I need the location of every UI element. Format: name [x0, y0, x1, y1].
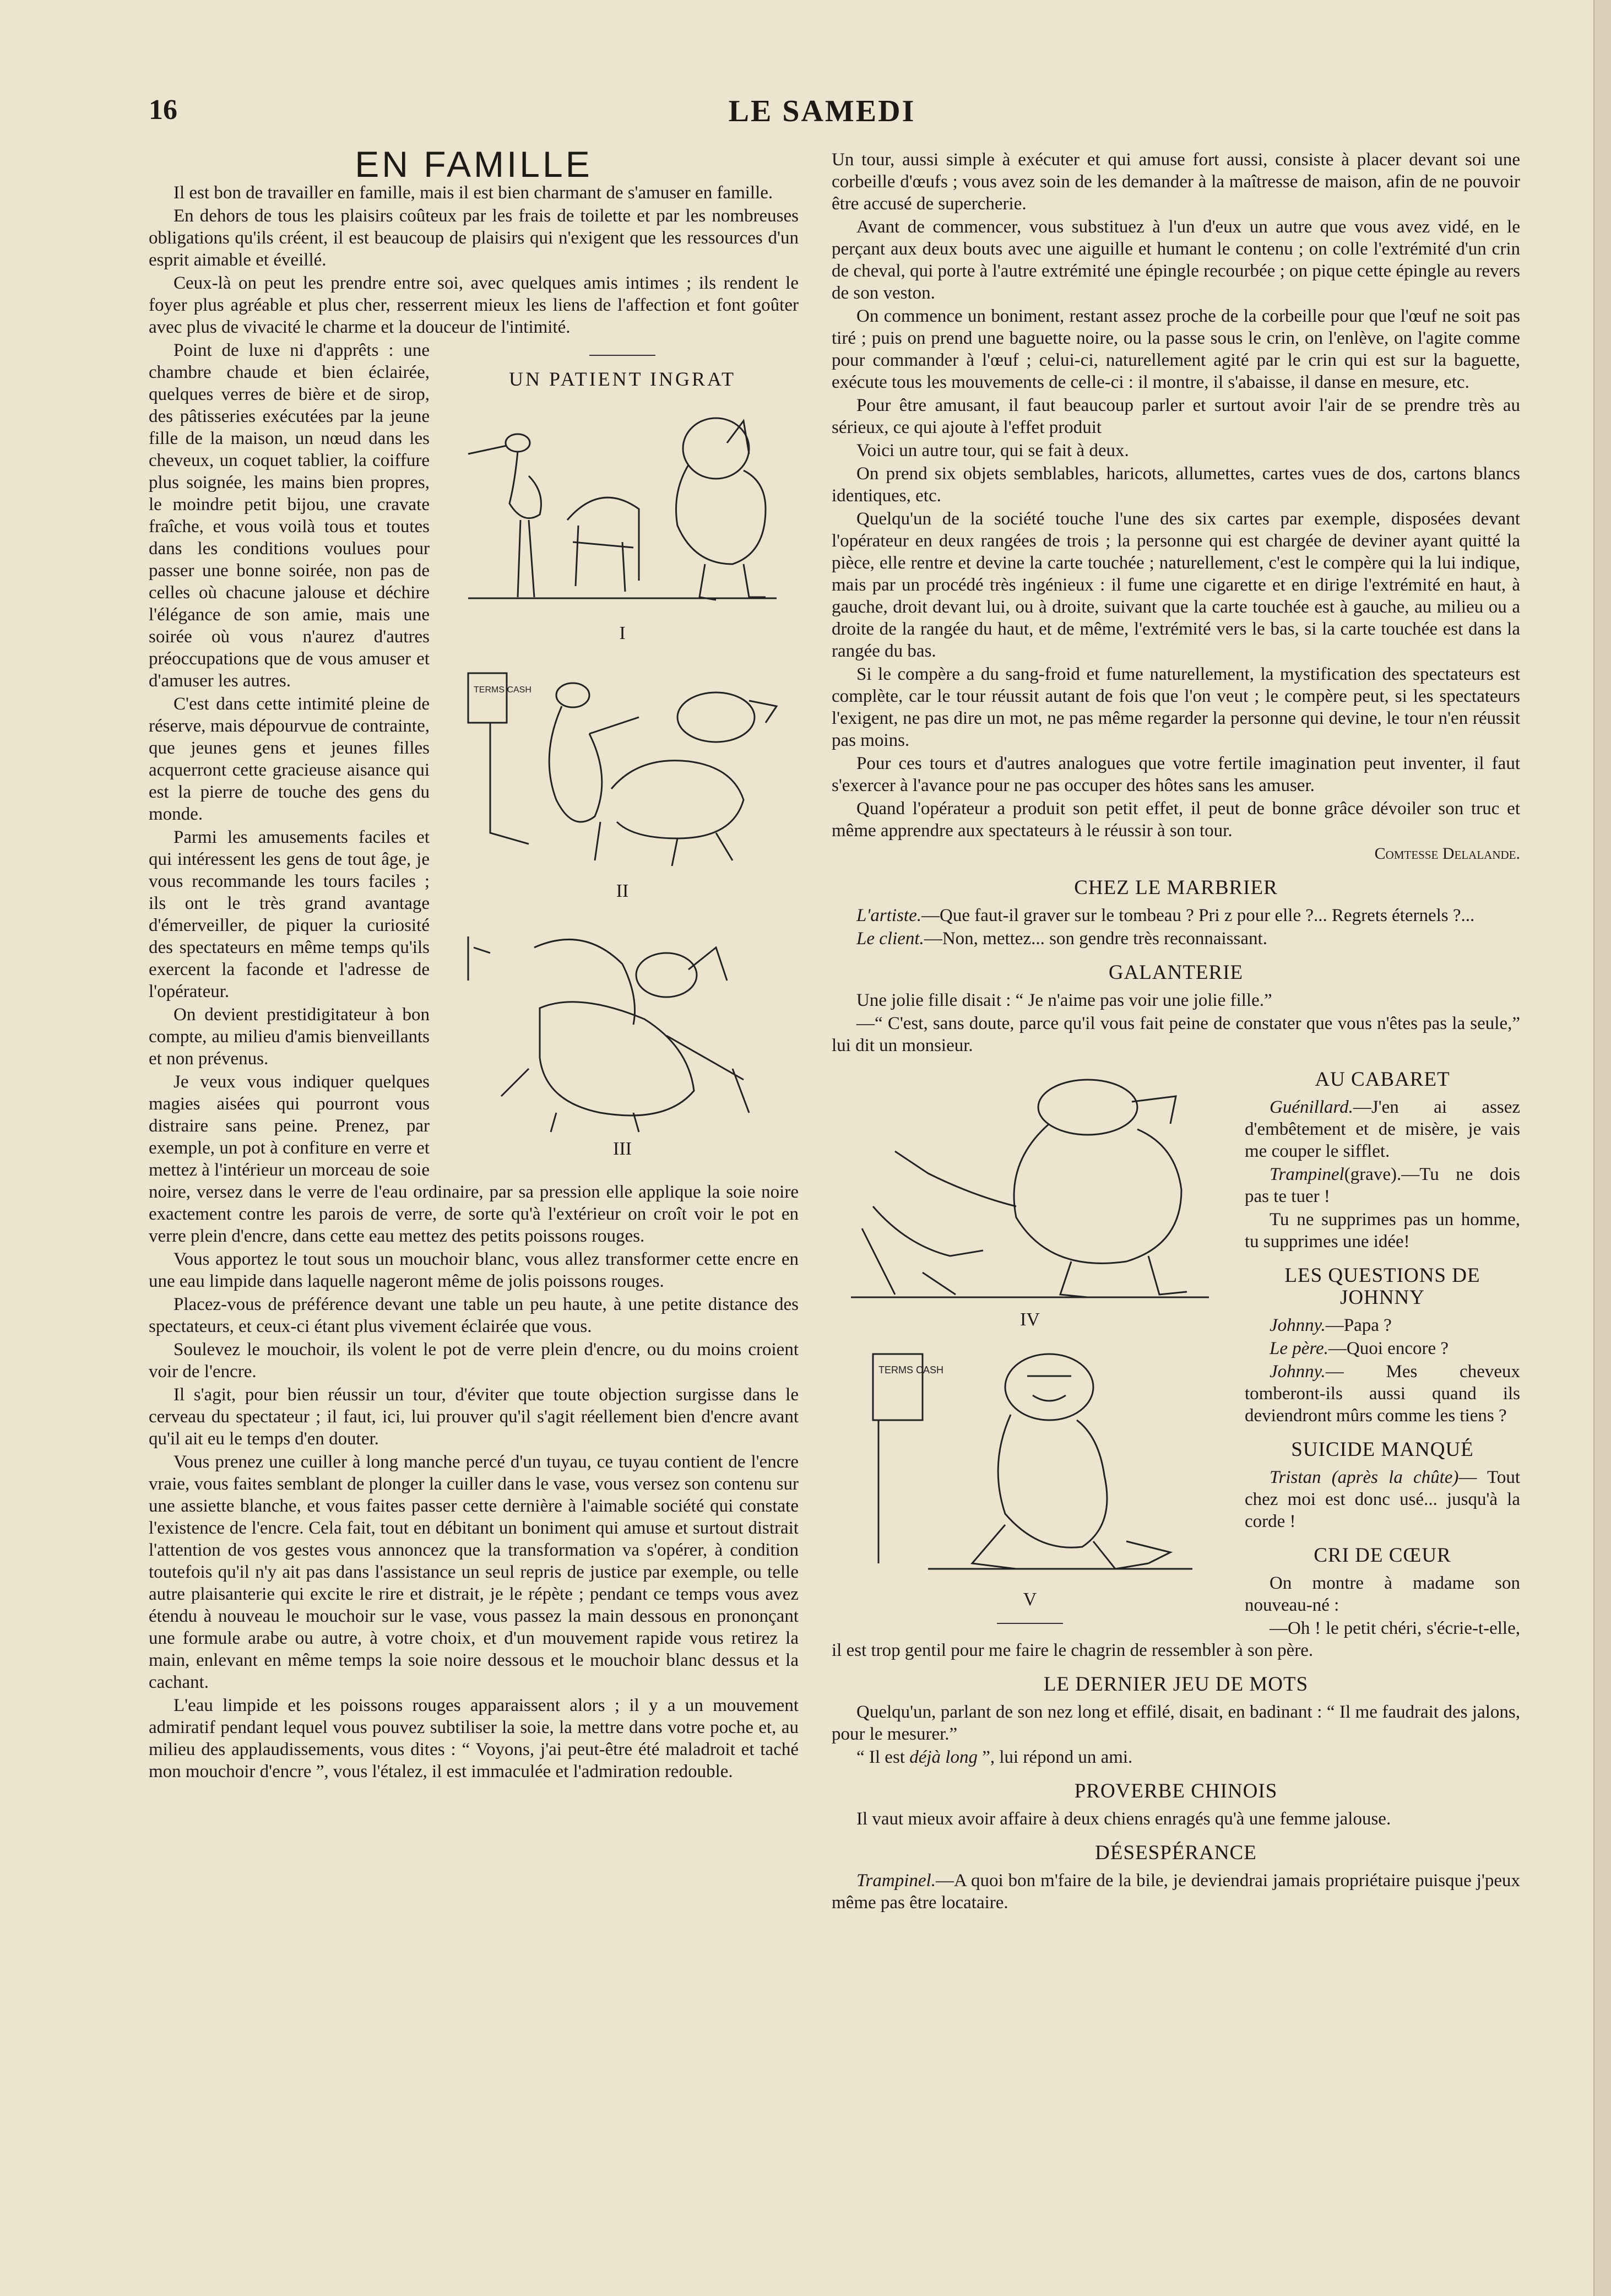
right-column [832, 149, 1520, 1915]
page-edge [1593, 0, 1611, 2296]
anecdote-line: Tu ne supprimes pas un homme, tu supprimes une idée! [1245, 1210, 1520, 1252]
anecdote-line: Quelqu'un, parlant de son nez long et effilé, disait, en badinant : “ Il me faudrait des jalons, pour le mesurer.” [832, 1702, 1520, 1744]
paragraph: On commence un boniment, restant assez proche de la corbeille pour que l'œuf ne soit pas tiré ; puis on prend une baguette noire, ou la passe sous le crin, on l'enlève, on l'agite comme pour commander à l'œuf ; celui-ci, naturellement agité par le crin qui est sur la baguette, exécute tous les mouvements de celle-ci : il montre, il s'abaisse, il danse en mesure, etc. [832, 306, 1520, 392]
terms-cash-sign-2: TERMS CASH [878, 1364, 944, 1376]
left-column [149, 144, 799, 1784]
anecdote-line [832, 928, 1520, 950]
anecdote-line [832, 1746, 1520, 1768]
anecdote-line [832, 905, 1520, 927]
speaker: Johnny. [1270, 1315, 1326, 1335]
dialogue: —Papa ? [1325, 1315, 1392, 1335]
dialogue: — Tout chez moi est donc usé... jusqu'à la corde ! [1245, 1468, 1520, 1531]
anecdote-line: On montre à madame son nouveau-né : [1245, 1573, 1520, 1615]
anecdote-line: Une jolie fille disait : “ Je n'aime pas voir une jolie fille.” [856, 990, 1272, 1010]
paragraph: Je veux vous indiquer quelques magies aisées qui pourront vous distraire sans peine. Prenez, par exemple, un pot à confiture en verre et mettez à l'intérieur un morceau de soie noire, versez dans le verre de l'eau ordinaire, par sa pression elle applique la soie noire exactement contre les parois de verre, de sorte qu'à l'extérieur on croît voir le pot en verre plein d'encre, dans cette eau mettez des petits poissons rouges. [149, 1072, 799, 1246]
paragraph: Vous apportez le tout sous un mouchoir blanc, vous allez transformer cette encre en une eau limpide dans laquelle nageront même de jolis poissons rouges. [149, 1249, 799, 1291]
cartoon-title: UN PATIENT INGRAT [508, 368, 736, 390]
stork-examining-patient-illustration [457, 657, 788, 877]
paragraph: Pour ces tours et d'autres analogues que votre fertile imagination peut inventer, il faut s'exercer à l'avance pour ne pas occuper des hôtes sans les amuser. [832, 754, 1520, 795]
cartoon-panel-1 [457, 399, 788, 619]
caption-panel-2: II [616, 881, 629, 901]
cartoon-panel-2 [457, 657, 788, 877]
dialogue: —A quoi bon m'faire de la bile, je deviendrai jamais propriétaire puisque j'peux même pas être locataire. [832, 1871, 1520, 1913]
cartoon-block [446, 345, 799, 1172]
paragraph: Si le compère a du sang-froid et fume naturellement, la mystification des spectateurs est complète, car le tour réussit autant de fois que l'on veut ; le compère peut, si les spectateurs l'exigent, ne pas dire un mot, ne pas même regarder la personne qui devine, le tour n'en réussit pas moins. [832, 664, 1520, 750]
paragraph: On prend six objets semblables, haricots, allumettes, cartes vues de dos, cartons blancs identiques, etc. [832, 464, 1520, 506]
anecdote-line: Il vaut mieux avoir affaire à deux chiens enragés qu'à une femme jalouse. [856, 1809, 1391, 1829]
paragraph: Ceux-là on peut les prendre entre soi, avec quelques amis intimes ; ils rendent le foyer plus agréable et plus cher, resserrent mieux les liens de l'affection et font goûter avec plus de vivacité le charme et la douceur de l'intimité. [149, 273, 799, 337]
paragraph: Vous prenez une cuiller à long manche percé d'un tuyau, ce tuyau contient de l'encre vraie, vous faites semblant de plonger la cuiller dans le vase, vous versez son contenu sur une assiette blanche, et vous faites passer cette dernière à l'aimable société qui constate l'existence de l'encre. Cela fait, tout en débitant un boniment qui amuse et surtout distrait l'attention de vos gestes vous annoncez que la transformation va s'opérer, à condition toutefois qu'il n'y ait pas dans l'assistance un seul repris de justice par exemple, ou telle autre plaisanterie qui excite le rire et distrait, je le répète ; pendant ce temps vous avez étendu à nouveau le mouchoir sur le vase, vous passez la main dessous en prononçant une formule arabe ou autre, à votre choix, et d'un mouvement rapide vous retirez la main, enlevant en même temps la soie noire dessous et le mouchoir blanc dessus et la cachant. [149, 1452, 799, 1692]
paragraph: L'eau limpide et les poissons rouges apparaissent alors ; il y a un mouvement admiratif pendant lequel vous pouvez subtiliser la soie, la mettre dans votre poche et, au milieu des applaudissements, vous dites : “ Voyons, j'ai peut-être été maladroit et taché mon mouchoir d'encre ”, vous l'étalez, il est immaculée et l'admiration redouble. [149, 1696, 799, 1781]
paragraph: En dehors de tous les plaisirs coûteux par les frais de toilette et par les nombreuses obligations qu'ils créent, il est beaucoup de plaisirs qui n'exigent que les ressources d'un esprit aimable et éveillé. [149, 206, 799, 270]
paragraph: On devient prestidigitateur à bon compte, au milieu d'amis bienveillants et non prévenus. [149, 1005, 430, 1069]
paragraph: Soulevez le mouchoir, ils volent le pot de verre plein d'encre, ou du moins croient voir de l'encre. [149, 1340, 799, 1382]
speaker: L'artiste. [856, 906, 921, 925]
paragraph: Il s'agit, pour bien réussir un tour, d'éviter que toute objection surgisse dans le cerveau du spectateur ; il faut, ici, lui prouver qu'il s'agit réellement bien d'encre avant qu'il ait eu le temps d'en douter. [149, 1385, 799, 1449]
patient-kicking-stork-illustration [840, 1063, 1220, 1306]
caption-panel-5: V [1023, 1589, 1037, 1610]
caption-panel-3: III [613, 1139, 632, 1159]
masthead: LE SAMEDI [728, 94, 916, 128]
paragraph: Avant de commencer, vous substituez à l'un d'eux un autre que vous avez vidé, en le perçant aux deux bouts avec une aiguille et humant le contenu ; on colle l'extrémité d'un crin de cheval, qui porte à l'autre extrémité une épingle recourbée ; on pique cette épingle au revers de son veston. [832, 217, 1520, 303]
dialogue: “ Il est [856, 1747, 910, 1767]
cartoon-panel-4 [840, 1063, 1220, 1306]
divider [997, 1623, 1063, 1624]
speaker: Guénillard. [1270, 1097, 1353, 1117]
speaker: Le père. [1270, 1339, 1328, 1358]
section-title-proverbe: PROVERBE CHINOIS [1074, 1780, 1278, 1802]
paragraph: Il est bon de travailler en famille, mais il est bien charmant de s'amuser en famille. [173, 183, 773, 203]
section-title-suicide: SUICIDE MANQUÉ [1291, 1438, 1474, 1461]
dialogue: —Que faut-il graver sur le tombeau ? Pri z pour elle ?... Regrets éternels ?... [921, 906, 1475, 925]
struggle-in-chair-illustration [457, 914, 788, 1135]
divider [589, 355, 655, 356]
dialogue: (grave).—Tu ne dois pas te tuer ! [1245, 1165, 1520, 1206]
caption-panel-1: I [619, 623, 626, 643]
paragraph: Voici un autre tour, qui se fait à deux. [856, 441, 1129, 461]
anecdote-line: —“ C'est, sans doute, parce qu'il vous fait peine de constater que vous n'êtes pas la seule,” lui dit un monsieur. [832, 1014, 1520, 1055]
cartoon-panels-right [832, 1063, 1228, 1634]
paragraph: Quand l'opérateur a produit son petit effet, il peut de bonne grâce dévoiler son truc et même apprendre aux spectateurs à le réussir à son tour. [832, 799, 1520, 841]
paragraph: Quelqu'un de la société touche l'une des six cartes par exemple, disposées devant l'opérateur en deux rangées de trois ; la personne qui est chargée de deviner ayant quitté la pièce, elle rentre et devine la carte touchée ; naturellement, c'est le compère qui la lui indique, mais par un procédé très ingénieux : il fume une cigarette et en dirige l'extrémité en haut, à gauche, droit devant lui, ou à droite, suivant que la carte touchée est à gauche, au milieu ou a droite de la rangée du haut, et de même, l'extrémité vers le bas, si la carte touchée est dans la rangée du bas. [832, 509, 1520, 661]
anecdote-line [832, 1870, 1520, 1914]
caption-panel-4: IV [1020, 1309, 1040, 1330]
paragraph: C'est dans cette intimité pleine de réserve, mais dépourvue de contrainte, que jeunes gens et jeunes filles acquerront cette gracieuse aisance qui est la pierre de touche des gens du monde. [149, 694, 430, 824]
stork-and-patient-illustration [457, 399, 788, 619]
speaker: Tristan (après la chûte) [1270, 1468, 1459, 1487]
section-title-johnny: LES QUESTIONS DE JOHNNY [1284, 1264, 1480, 1309]
dialogue: —Quoi encore ? [1328, 1339, 1449, 1358]
cartoon-panel-3 [457, 914, 788, 1135]
speaker: Le client. [856, 929, 924, 949]
speaker: Trampinel [1270, 1165, 1344, 1184]
section-title-coeur: CRI DE CŒUR [1314, 1544, 1451, 1567]
paragraph: Point de luxe ni d'apprêts : une chambre chaude et bien éclairée, quelques verres de bière et de sirop, des pâtisseries exécutées par la jeune fille de la maison, un nœud dans les cheveux, un coquet tablier, la coiffure plus soignée, les mains bien propres, le moindre petit bijou, une cravate fraîche, et vous voilà tous et toutes dans les conditions voulues pour passer une bonne soirée, non pas de celles où chacune jalouse et déchire l'élégance de son amie, mais une soirée où vous n'aurez d'autres préoccupations que de vous amuser et d'amuser les autres. [149, 340, 430, 691]
page-number: 16 [149, 94, 177, 126]
paragraph: Pour être amusant, il faut beaucoup parler et surtout avoir l'air de se prendre très au sérieux, ce qui ajoute à l'effet produit [832, 396, 1520, 437]
article-signature: Comtesse Delalande. [1374, 844, 1520, 863]
anecdote-line: —Oh ! le petit chéri, s'écrie-t-elle, il est trop gentil pour me faire le chagrin de ressembler à son père. [832, 1618, 1520, 1660]
speaker: Trampinel. [856, 1871, 936, 1891]
paragraph: Un tour, aussi simple à exécuter et qui amuse fort aussi, consiste à placer devant soi une corbeille d'œufs ; vous avez soin de les demander à la maîtresse de maison, afin de ne pouvoir être accusé de supercherie. [832, 150, 1520, 214]
running-header [149, 88, 1495, 138]
terms-cash-sign: TERMS CASH [474, 685, 531, 695]
paragraph: Parmi les amusements faciles et qui intéressent les gens de tout âge, je vous recommande les tours faciles ; ils ont le très grand avantage d'émerveiller, de piquer la curiosité des spectateurs en même temps qu'ils exercent la faconde et l'adresse de l'opérateur. [149, 827, 430, 1001]
section-title-marbrier: CHEZ LE MARBRIER [1074, 876, 1278, 899]
dialogue: —Non, mettez... son gendre très reconnaissant. [924, 929, 1267, 949]
section-title-desesperance: DÉSESPÉRANCE [1095, 1842, 1257, 1864]
emphasis: déjà long [909, 1747, 978, 1767]
dialogue: —J'en ai assez d'embêtement et de misère, je vais me couper le sifflet. [1245, 1097, 1520, 1161]
cartoon-panel-5 [840, 1343, 1220, 1585]
patient-sitting-illustration [840, 1343, 1220, 1585]
section-title-galanterie: GALANTERIE [1108, 961, 1244, 984]
section-title-cabaret: AU CABARET [1315, 1068, 1450, 1091]
paragraph: Placez-vous de préférence devant une table un peu haute, à une petite distance des spectateurs, et ceux-ci étant plus vivement éclairée que vous. [149, 1295, 799, 1336]
speaker: Johnny. [1270, 1362, 1326, 1382]
article-title: EN FAMILLE [355, 144, 593, 185]
section-title-dernier: LE DERNIER JEU DE MOTS [1043, 1673, 1309, 1696]
dialogue: — Mes cheveux tomberont-ils aussi quand ils deviendront mûrs comme les tiens ? [1245, 1362, 1520, 1426]
dialogue: ”, lui répond un ami. [977, 1747, 1133, 1767]
